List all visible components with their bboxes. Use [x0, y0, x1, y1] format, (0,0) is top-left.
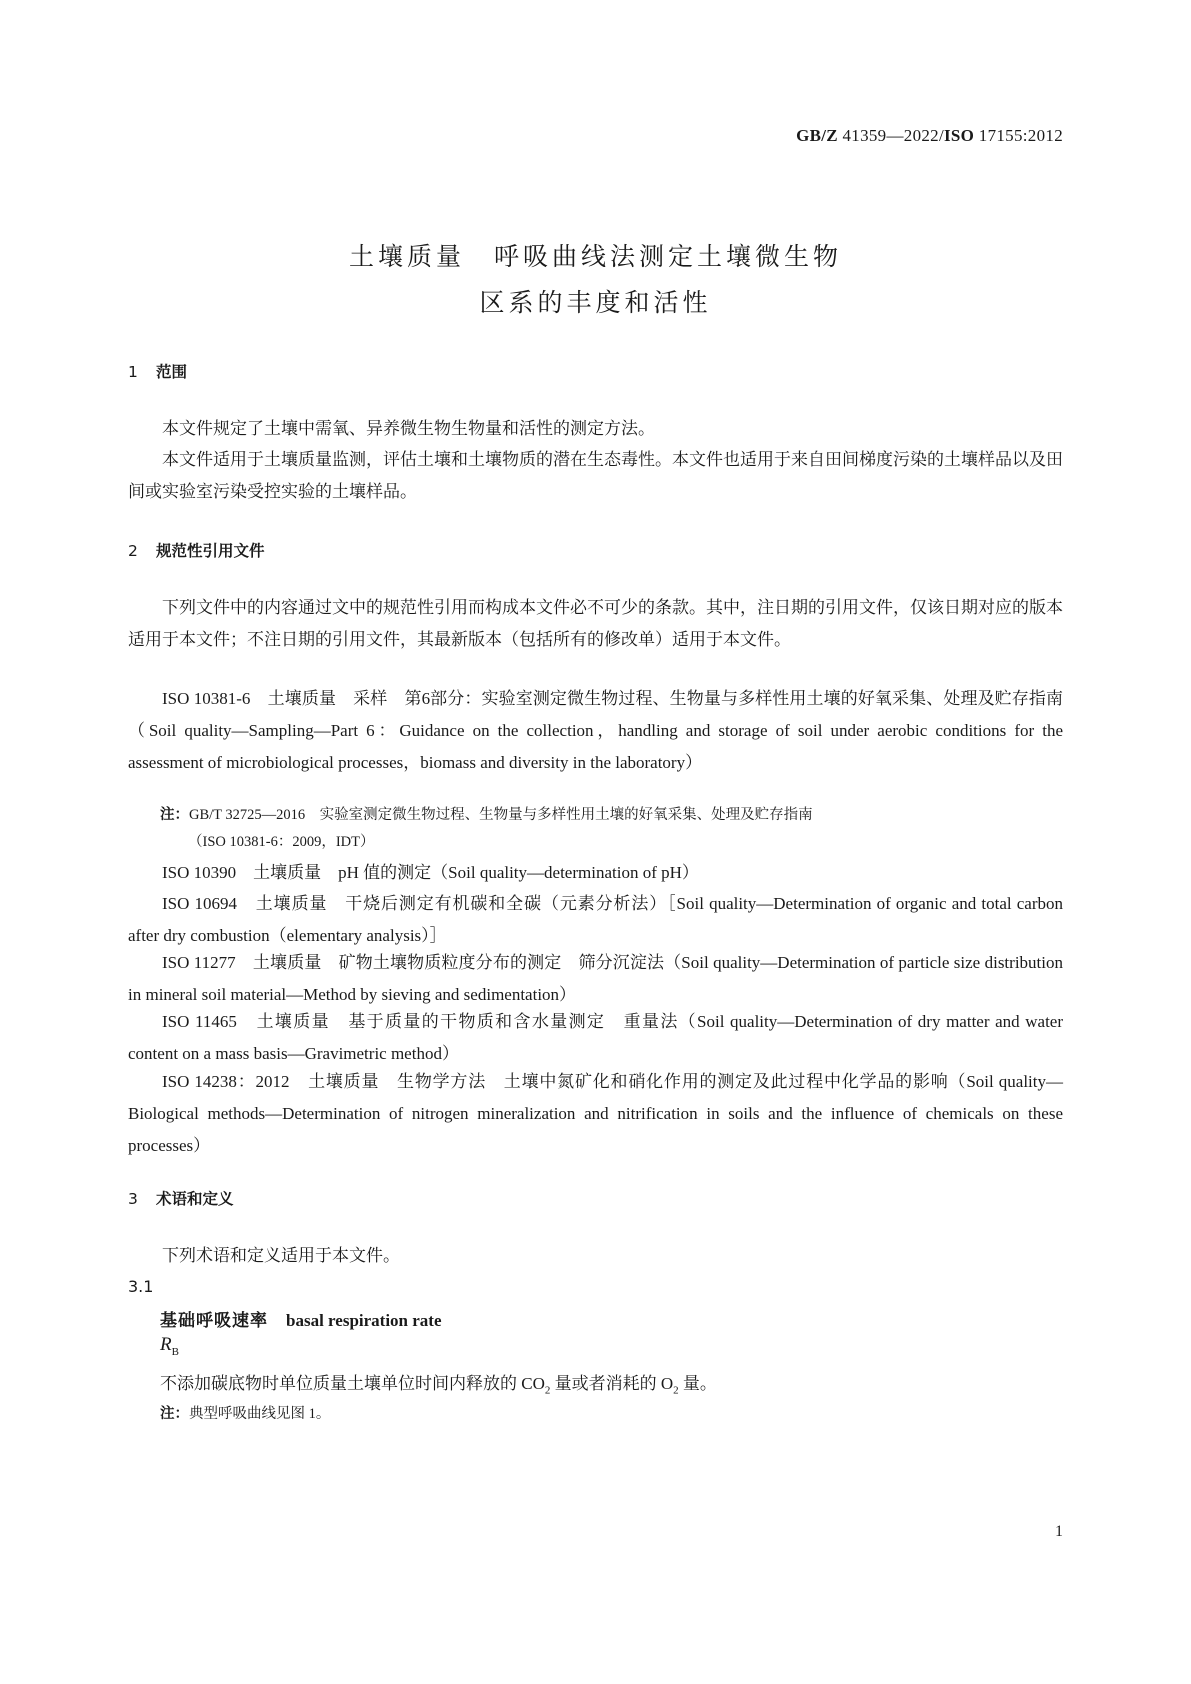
code-prefix: GB/Z: [796, 126, 838, 145]
section-1-heading: 1 范围: [128, 363, 188, 381]
section-3-heading: 3 术语和定义: [128, 1190, 234, 1208]
code-iso-number: 17155:2012: [978, 126, 1063, 145]
page-number: 1: [1055, 1523, 1063, 1540]
reference-iso-10390: ISO 10390 土壤质量 pH 值的测定（Soil quality—determination of pH）: [162, 863, 699, 882]
code-number: 41359—2022/: [842, 126, 944, 145]
code-iso: ISO: [944, 126, 975, 145]
document-code: [796, 126, 1063, 146]
title-line-1: 土壤质量 呼吸曲线法测定土壤微生物: [348, 242, 842, 271]
section-1-paragraph-1: 本文件规定了土壤中需氧、异养微生物生物量和活性的测定方法。: [162, 419, 655, 438]
reference-iso-10381-6: ISO 10381-6 土壤质量 采样 第6部分：实验室测定微生物过程、生物量与多样性用土壤的好氧采集、处理及贮存指南（Soil quality—Sampling—Part 6：Guidance on the collection，handling and storage of soil under aerobic conditions for the assessment of microbiological processes，biomass and diversity in the laboratory）: [128, 689, 1063, 772]
reference-iso-11277: ISO 11277 土壤质量 矿物土壤物质粒度分布的测定 筛分沉淀法（Soil quality—Determination of particle size distribution in mineral soil material—Method by sieving and sedimentation）: [128, 953, 1063, 1004]
term-note: 注：典型呼吸曲线见图 1。: [160, 1406, 331, 1422]
term-symbol: $R_B$: [160, 1334, 179, 1358]
reference-iso-11465: ISO 11465 土壤质量 基于质量的干物质和含水量测定 重量法（Soil quality—Determination of dry matter and water content on a mass basis—Gravimetric method）: [128, 1012, 1063, 1063]
section-2-intro: 下列文件中的内容通过文中的规范性引用而构成本文件必不可少的条款。其中，注日期的引用文件，仅该日期对应的版本适用于本文件；不注日期的引用文件，其最新版本（包括所有的修改单）适用于本文件。: [128, 598, 1063, 649]
title-line-2: 区系的丰度和活性: [479, 288, 712, 317]
section-1-paragraph-2: 本文件适用于土壤质量监测，评估土壤和土壤物质的潜在生态毒性。本文件也适用于来自田间梯度污染的土壤样品以及田间或实验室污染受控实验的土壤样品。: [128, 450, 1063, 501]
reference-note: 注：GB/T 32725—2016 实验室测定微生物过程、生物量与多样性用土壤的好氧采集、处理及贮存指南 （ISO 10381-6：2009，IDT）: [160, 807, 813, 850]
section-3-intro: 下列术语和定义适用于本文件。: [162, 1246, 400, 1265]
reference-iso-10694: ISO 10694 土壤质量 干烧后测定有机碳和全碳（元素分析法）［Soil quality—Determination of organic and total carbon after dry combustion（elementary analysis）］: [128, 894, 1063, 945]
term-definition: 不添加碳底物时单位质量土壤单位时间内释放的 $CO_2$ 量或者消耗的 $O_2$ 量。: [160, 1374, 717, 1397]
term-heading: 基础呼吸速率 basal respiration rate: [160, 1311, 442, 1331]
section-2-heading: 2 规范性引用文件: [128, 542, 265, 560]
reference-iso-14238: ISO 14238：2012 土壤质量 生物学方法 土壤中氮矿化和硝化作用的测定及此过程中化学品的影响（Soil quality—Biological methods—Determination of nitrogen mineralization and nitrification in soils and the influence of chemicals on these processes）: [128, 1072, 1063, 1155]
term-number: 3.1: [128, 1277, 154, 1296]
